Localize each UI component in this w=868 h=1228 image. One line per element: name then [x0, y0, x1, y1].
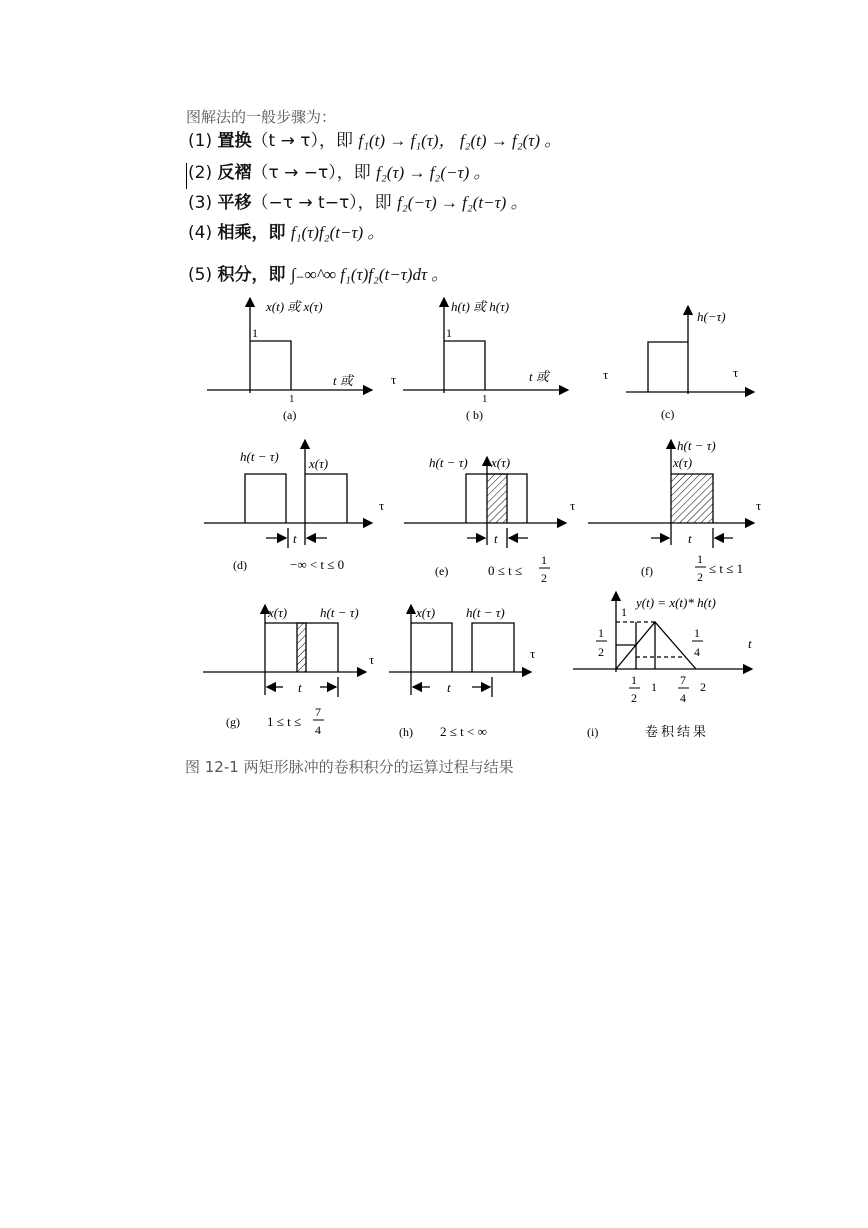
panel-d-label-h: h(t − τ)	[240, 449, 279, 464]
panel-b-ylabel: h(t) 或 h(τ)	[451, 299, 510, 314]
panel-f	[588, 440, 754, 548]
panel-f-tag: (f)	[641, 564, 653, 578]
step-2-name: 反褶	[217, 163, 252, 183]
panel-g-label-h: h(t − τ)	[320, 605, 359, 620]
panel-e-cond: 0 ≤ t ≤	[488, 563, 523, 578]
panel-g-tag: (g)	[226, 715, 240, 729]
panel-h-label-h: h(t − τ)	[466, 605, 505, 620]
panel-i-xh-n: 1	[631, 673, 637, 687]
panel-d-cond: −∞ < t ≤ 0	[290, 557, 345, 572]
panel-e-label-x: x(τ)	[491, 455, 511, 470]
step-5-num: (5)	[188, 265, 213, 285]
panel-i-label: 卷积结果	[645, 724, 710, 739]
step-3-paren: （−τ → t−τ），即	[251, 193, 392, 213]
panel-e-frac-d: 2	[541, 571, 547, 585]
panel-d-tag: (d)	[233, 558, 247, 572]
panel-i-y1: 1	[621, 605, 627, 619]
step-1-num: (1)	[188, 131, 213, 151]
panel-c-tag: (c)	[661, 407, 675, 421]
panel-f-axis: τ	[756, 498, 762, 513]
panel-f-frac-d: 2	[697, 570, 703, 584]
panel-c-left: τ	[603, 367, 609, 382]
step-4-name: 相乘，即	[217, 223, 286, 243]
panel-f-label-x: x(τ)	[673, 455, 693, 470]
panel-i-yh-n: 1	[598, 626, 604, 640]
panel-g-frac-d: 4	[315, 723, 321, 737]
step-2-num: (2)	[188, 163, 213, 183]
panel-d-t: t	[293, 531, 297, 546]
step-5-name: 积分，即	[217, 265, 286, 285]
panel-b-one-y: 1	[446, 326, 452, 340]
panel-g-axis: τ	[369, 652, 375, 667]
panel-e-tag: (e)	[435, 564, 449, 578]
panel-h	[389, 605, 531, 697]
panel-f-label-h: h(t − τ)	[677, 438, 716, 453]
panel-i-x74-n: 7	[680, 673, 686, 687]
panel-h-tag: (h)	[399, 725, 413, 739]
panel-a-one-x: 1	[289, 393, 295, 405]
panel-c-ylabel: h(−τ)	[697, 309, 726, 324]
panel-g-cond: 1 ≤ t ≤	[267, 714, 302, 729]
panel-a-tag: (a)	[283, 408, 297, 422]
panel-i-ylabel: y(t) = x(t)* h(t)	[636, 595, 716, 610]
panel-a-ylabel: x(t) 或 x(τ)	[266, 299, 323, 314]
panel-i-q-n: 1	[694, 626, 700, 640]
step-4-num: (4)	[188, 223, 213, 243]
panel-i-x2: 2	[700, 680, 706, 694]
panel-f-frac-n: 1	[697, 552, 703, 566]
step-3-num: (3)	[188, 193, 213, 213]
panel-b-xlabel: t 或	[529, 369, 549, 384]
panel-h-cond: 2 ≤ t < ∞	[440, 724, 487, 739]
panel-i-x1: 1	[651, 680, 657, 694]
panel-b-one-x: 1	[482, 393, 488, 405]
panel-i-axis: t	[748, 636, 752, 651]
panel-b-tag: ( b)	[466, 408, 483, 422]
panel-d	[204, 440, 372, 548]
panel-h-t: t	[447, 680, 451, 695]
panel-g-label-x: x(τ)	[268, 605, 288, 620]
panel-b-left: τ	[391, 372, 397, 387]
panel-f-t: t	[688, 531, 692, 546]
panel-d-axis: τ	[379, 498, 385, 513]
panel-i-x74-d: 4	[680, 691, 686, 705]
panel-i-q-d: 4	[694, 645, 700, 659]
step-3-name: 平移	[217, 193, 252, 213]
panel-i-xh-d: 2	[631, 691, 637, 705]
panel-c-right: τ	[733, 365, 739, 380]
figure-caption: 图 12-1 两矩形脉冲的卷积积分的运算过程与结果	[185, 758, 514, 776]
panel-f-cond: ≤ t ≤ 1	[709, 561, 744, 576]
panel-a-one-y: 1	[252, 326, 258, 340]
step-1-math: f₁(t) → f₁(τ)， f₂(t) → f₂(τ) 。	[358, 131, 562, 150]
panel-e-label-h: h(t − τ)	[429, 455, 468, 470]
step-4-math: f₁(τ)f₂(t−τ) 。	[290, 223, 385, 242]
panel-d-label-x: x(τ)	[309, 456, 329, 471]
step-2-math: f₂(τ) → f₂(−τ) 。	[376, 163, 491, 182]
panel-h-axis: τ	[530, 646, 536, 661]
panel-h-label-x: x(τ)	[416, 605, 436, 620]
panel-e-axis: τ	[570, 498, 576, 513]
panel-c	[626, 306, 754, 394]
panel-i-yh-d: 2	[598, 645, 604, 659]
panel-g-frac-n: 7	[315, 705, 321, 719]
step-3-math: f₂(−τ) → f₂(t−τ) 。	[397, 193, 528, 212]
panel-e-frac-n: 1	[541, 553, 547, 567]
step-2-paren: （τ → −τ），即	[251, 163, 371, 183]
step-5-math: ∫₋∞^∞ f₁(τ)f₂(t−τ)dτ 。	[290, 265, 449, 284]
intro-text: 图解法的一般步骤为：	[186, 108, 337, 126]
panel-a-xlabel: t 或	[333, 373, 353, 388]
panel-e-t: t	[494, 531, 498, 546]
step-1-name: 置换	[217, 131, 252, 151]
panel-i-tag: (i)	[587, 725, 599, 739]
panel-g-t: t	[298, 680, 302, 695]
step-1-paren: （t → τ），即	[251, 131, 353, 151]
panel-e	[404, 457, 566, 548]
